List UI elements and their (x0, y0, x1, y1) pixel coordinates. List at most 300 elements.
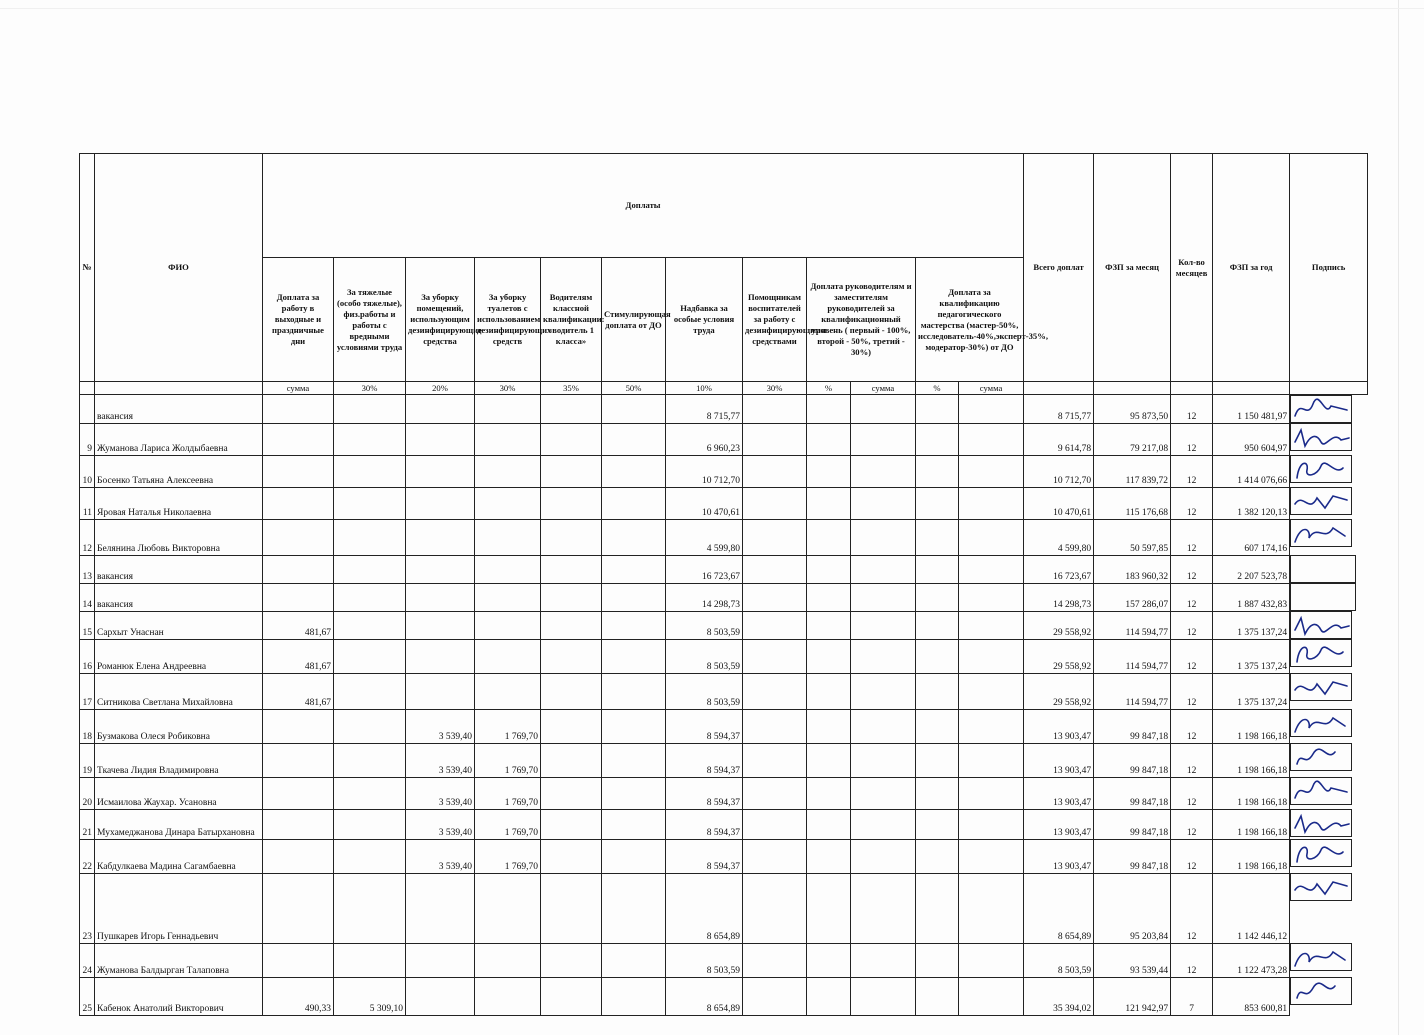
manager-sum (851, 809, 916, 839)
handwritten-signature (1291, 424, 1351, 450)
weekend-pay (263, 709, 334, 743)
toilet-cleaning-pay: 1 769,70 (475, 839, 541, 873)
table-row (80, 743, 1368, 777)
manager-percent (807, 555, 851, 583)
header-weekend: Доплата за работу в выходные и праздничные дни (263, 258, 334, 382)
qualification-percent (916, 977, 959, 1015)
heavy-work-pay (334, 839, 406, 873)
stimulus-pay (602, 977, 666, 1015)
months-count: 12 (1171, 519, 1213, 555)
stimulus-pay (602, 611, 666, 639)
manager-sum (851, 455, 916, 487)
qualification-sum (959, 555, 1024, 583)
total-pay: 13 903,47 (1024, 777, 1094, 809)
driver-pay (541, 839, 602, 873)
heavy-work-pay (334, 395, 406, 424)
handwritten-signature (1291, 612, 1351, 638)
manager-sum (851, 423, 916, 455)
total-pay: 4 599,80 (1024, 519, 1094, 555)
unit-label: 10% (666, 382, 743, 395)
table-row (80, 777, 1368, 809)
row-number: 25 (80, 977, 95, 1015)
manager-sum (851, 519, 916, 555)
driver-pay (541, 873, 602, 943)
heavy-work-pay (334, 583, 406, 611)
header-signature: Подпись (1290, 154, 1368, 382)
signature-cell (1290, 743, 1352, 771)
manager-sum (851, 487, 916, 519)
driver-pay (541, 555, 602, 583)
total-pay: 9 614,78 (1024, 423, 1094, 455)
fzp-month: 117 839,72 (1094, 455, 1171, 487)
cleaning-pay (406, 395, 475, 424)
signature-cell (1290, 709, 1352, 737)
cleaning-pay (406, 583, 475, 611)
qualification-sum (959, 777, 1024, 809)
heavy-work-pay: 5 309,10 (334, 977, 406, 1015)
signature-cell (1290, 555, 1356, 583)
toilet-cleaning-pay (475, 487, 541, 519)
manager-percent (807, 395, 851, 424)
table-row (80, 611, 1368, 639)
qualification-sum (959, 743, 1024, 777)
qualification-percent (916, 839, 959, 873)
manager-percent (807, 809, 851, 839)
employee-name: Бузмакова Олеся Робиковна (95, 709, 263, 743)
qualification-percent (916, 519, 959, 555)
heavy-work-pay (334, 611, 406, 639)
cleaning-pay: 3 539,40 (406, 743, 475, 777)
handwritten-signature (1291, 810, 1351, 836)
weekend-pay (263, 583, 334, 611)
handwritten-signature (1291, 710, 1351, 736)
table-row (80, 487, 1368, 519)
cleaning-pay (406, 487, 475, 519)
fzp-year: 1 198 166,18 (1213, 809, 1290, 839)
fzp-month: 157 286,07 (1094, 583, 1171, 611)
unit-label: 35% (541, 382, 602, 395)
manager-sum (851, 743, 916, 777)
assistant-pay (743, 519, 807, 555)
months-count: 7 (1171, 977, 1213, 1015)
toilet-cleaning-pay (475, 673, 541, 709)
signature-cell (1290, 487, 1352, 515)
weekend-pay (263, 943, 334, 977)
cleaning-pay (406, 455, 475, 487)
fzp-year: 2 207 523,78 (1213, 555, 1290, 583)
weekend-pay (263, 873, 334, 943)
header-cleaning: За уборку помещений, использующим дезинфицирующие средства (406, 258, 475, 382)
qualification-sum (959, 583, 1024, 611)
handwritten-signature (1291, 840, 1351, 866)
row-number: 22 (80, 839, 95, 873)
header-fio: ФИО (95, 154, 263, 382)
assistant-pay (743, 777, 807, 809)
qualification-sum (959, 639, 1024, 673)
unit-blank (1094, 382, 1171, 395)
fzp-month: 99 847,18 (1094, 809, 1171, 839)
toilet-cleaning-pay (475, 639, 541, 673)
signature-cell (1290, 943, 1352, 971)
stimulus-pay (602, 809, 666, 839)
total-pay: 29 558,92 (1024, 639, 1094, 673)
unit-blank (1213, 382, 1290, 395)
qualification-percent (916, 395, 959, 424)
fzp-year: 1 150 481,97 (1213, 395, 1290, 424)
cleaning-pay (406, 519, 475, 555)
handwritten-signature (1291, 488, 1351, 514)
months-count: 12 (1171, 777, 1213, 809)
manager-percent (807, 709, 851, 743)
assistant-pay (743, 839, 807, 873)
manager-sum (851, 777, 916, 809)
header-doplaty: Доплаты (263, 154, 1024, 258)
paper-edge-top (0, 8, 1424, 9)
driver-pay (541, 809, 602, 839)
handwritten-signature (1291, 396, 1351, 422)
employee-name: Ткачева Лидия Владимировна (95, 743, 263, 777)
header-qualification: Доплата за квалификацию педагогического мастерства (мастер-50%, исследователь-40%,эксперт-35%, модератор-30%) от ДО (916, 258, 1024, 382)
qualification-percent (916, 743, 959, 777)
cleaning-pay (406, 673, 475, 709)
row-number: 13 (80, 555, 95, 583)
cleaning-pay (406, 977, 475, 1015)
qualification-sum (959, 977, 1024, 1015)
heavy-work-pay (334, 455, 406, 487)
unit-label: сумма (851, 382, 916, 395)
fzp-year: 1 375 137,24 (1213, 673, 1290, 709)
weekend-pay: 481,67 (263, 639, 334, 673)
weekend-pay (263, 777, 334, 809)
driver-pay (541, 455, 602, 487)
table-row (80, 709, 1368, 743)
toilet-cleaning-pay (475, 943, 541, 977)
manager-sum (851, 395, 916, 424)
total-pay: 16 723,67 (1024, 555, 1094, 583)
fzp-month: 115 176,68 (1094, 487, 1171, 519)
stimulus-pay (602, 873, 666, 943)
special-conditions-pay: 10 712,70 (666, 455, 743, 487)
stimulus-pay (602, 943, 666, 977)
fzp-month: 95 873,50 (1094, 395, 1171, 424)
fzp-year: 1 142 446,12 (1213, 873, 1290, 943)
qualification-percent (916, 943, 959, 977)
total-pay: 10 712,70 (1024, 455, 1094, 487)
assistant-pay (743, 639, 807, 673)
employee-name: Мухамеджанова Динара Батырхановна (95, 809, 263, 839)
fzp-month: 99 847,18 (1094, 709, 1171, 743)
row-number: 19 (80, 743, 95, 777)
header-fzp-month: ФЗП за месяц (1094, 154, 1171, 382)
total-pay: 13 903,47 (1024, 709, 1094, 743)
manager-percent (807, 673, 851, 709)
payroll-table (79, 153, 1368, 1016)
table-row (80, 639, 1368, 673)
employee-name: Жуманова Балдырган Талаповна (95, 943, 263, 977)
employee-name: вакансия (95, 583, 263, 611)
cleaning-pay (406, 943, 475, 977)
unit-label: 30% (334, 382, 406, 395)
qualification-percent (916, 777, 959, 809)
cleaning-pay: 3 539,40 (406, 709, 475, 743)
employee-name: Исмаилова Жаухар. Усановна (95, 777, 263, 809)
heavy-work-pay (334, 423, 406, 455)
cleaning-pay: 3 539,40 (406, 839, 475, 873)
employee-name: Пушкарев Игорь Геннадьевич (95, 873, 263, 943)
qualification-sum (959, 873, 1024, 943)
header-managers: Доплата руководителям и заместителям руководителей за квалификационный уровень ( первый - 100%, второй - 50%, третий - 30%) (807, 258, 916, 382)
header-months: Кол-во месяцев (1171, 154, 1213, 382)
qualification-sum (959, 943, 1024, 977)
signature-cell (1290, 639, 1352, 667)
row-number: 15 (80, 611, 95, 639)
qualification-percent (916, 809, 959, 839)
employee-name: Кабдулкаева Мадина Сагамбаевна (95, 839, 263, 873)
manager-sum (851, 873, 916, 943)
manager-sum (851, 639, 916, 673)
unit-blank (1171, 382, 1213, 395)
unit-blank-no (80, 382, 95, 395)
toilet-cleaning-pay (475, 583, 541, 611)
toilet-cleaning-pay: 1 769,70 (475, 709, 541, 743)
months-count: 12 (1171, 873, 1213, 943)
qualification-sum (959, 455, 1024, 487)
stimulus-pay (602, 709, 666, 743)
special-conditions-pay: 10 470,61 (666, 487, 743, 519)
header-heavy: За тяжелые (особо тяжелые), физ.работы и работы с вредными условиями труда (334, 258, 406, 382)
assistant-pay (743, 977, 807, 1015)
header-assistants: Помощникам воспитателей за работу с дезинфицирующими средствами (743, 258, 807, 382)
manager-percent (807, 777, 851, 809)
special-conditions-pay: 8 654,89 (666, 873, 743, 943)
handwritten-signature (1291, 944, 1351, 970)
months-count: 12 (1171, 555, 1213, 583)
toilet-cleaning-pay (475, 423, 541, 455)
driver-pay (541, 777, 602, 809)
header-stimul: Стимулирующая доплата от ДО (602, 258, 666, 382)
driver-pay (541, 977, 602, 1015)
fzp-year: 1 198 166,18 (1213, 839, 1290, 873)
assistant-pay (743, 487, 807, 519)
cleaning-pay: 3 539,40 (406, 777, 475, 809)
signature-cell (1290, 673, 1352, 701)
stimulus-pay (602, 555, 666, 583)
fzp-month: 99 847,18 (1094, 743, 1171, 777)
table-row (80, 423, 1368, 455)
table-row (80, 455, 1368, 487)
qualification-percent (916, 709, 959, 743)
special-conditions-pay: 8 594,37 (666, 743, 743, 777)
weekend-pay: 481,67 (263, 611, 334, 639)
assistant-pay (743, 709, 807, 743)
stimulus-pay (602, 839, 666, 873)
handwritten-signature (1291, 640, 1351, 666)
assistant-pay (743, 455, 807, 487)
row-number: 24 (80, 943, 95, 977)
driver-pay (541, 583, 602, 611)
unit-label: 50% (602, 382, 666, 395)
assistant-pay (743, 809, 807, 839)
fzp-month: 114 594,77 (1094, 673, 1171, 709)
weekend-pay (263, 519, 334, 555)
signature-cell (1290, 583, 1356, 611)
weekend-pay (263, 423, 334, 455)
manager-sum (851, 943, 916, 977)
special-conditions-pay: 8 594,37 (666, 777, 743, 809)
signature-cell (1290, 395, 1352, 423)
stimulus-pay (602, 583, 666, 611)
heavy-work-pay (334, 639, 406, 673)
stimulus-pay (602, 395, 666, 424)
header-total: Всего доплат (1024, 154, 1094, 382)
cleaning-pay (406, 873, 475, 943)
weekend-pay (263, 455, 334, 487)
weekend-pay (263, 809, 334, 839)
manager-sum (851, 673, 916, 709)
stimulus-pay (602, 487, 666, 519)
driver-pay (541, 611, 602, 639)
employee-name: Босенко Татьяна Алексеевна (95, 455, 263, 487)
signature-cell (1290, 455, 1352, 483)
toilet-cleaning-pay: 1 769,70 (475, 777, 541, 809)
cleaning-pay (406, 423, 475, 455)
heavy-work-pay (334, 943, 406, 977)
weekend-pay: 481,67 (263, 673, 334, 709)
weekend-pay (263, 555, 334, 583)
qualification-sum (959, 673, 1024, 709)
total-pay: 29 558,92 (1024, 611, 1094, 639)
assistant-pay (743, 673, 807, 709)
assistant-pay (743, 423, 807, 455)
unit-label: 20% (406, 382, 475, 395)
employee-name: Романюк Елена Андреевна (95, 639, 263, 673)
table-row (80, 839, 1368, 873)
special-conditions-pay: 8 503,59 (666, 611, 743, 639)
weekend-pay (263, 395, 334, 424)
manager-percent (807, 839, 851, 873)
manager-percent (807, 487, 851, 519)
qualification-sum (959, 709, 1024, 743)
stimulus-pay (602, 423, 666, 455)
manager-sum (851, 977, 916, 1015)
handwritten-signature (1291, 744, 1351, 770)
months-count: 12 (1171, 639, 1213, 673)
heavy-work-pay (334, 673, 406, 709)
employee-name: Жуманова Лариса Жолдыбаевна (95, 423, 263, 455)
toilet-cleaning-pay: 1 769,70 (475, 809, 541, 839)
unit-label: 30% (743, 382, 807, 395)
row-number: 16 (80, 639, 95, 673)
fzp-month: 79 217,08 (1094, 423, 1171, 455)
months-count: 12 (1171, 583, 1213, 611)
assistant-pay (743, 555, 807, 583)
row-number (80, 395, 95, 424)
qualification-percent (916, 583, 959, 611)
toilet-cleaning-pay (475, 395, 541, 424)
qualification-percent (916, 423, 959, 455)
signature-cell (1290, 977, 1352, 1005)
qualification-percent (916, 487, 959, 519)
cleaning-pay (406, 555, 475, 583)
qualification-percent (916, 611, 959, 639)
total-pay: 10 470,61 (1024, 487, 1094, 519)
signature-cell (1290, 423, 1352, 451)
months-count: 12 (1171, 611, 1213, 639)
heavy-work-pay (334, 519, 406, 555)
heavy-work-pay (334, 777, 406, 809)
manager-percent (807, 519, 851, 555)
weekend-pay: 490,33 (263, 977, 334, 1015)
heavy-work-pay (334, 709, 406, 743)
qualification-sum (959, 519, 1024, 555)
toilet-cleaning-pay: 1 769,70 (475, 743, 541, 777)
row-number: 20 (80, 777, 95, 809)
employee-name: вакансия (95, 395, 263, 424)
toilet-cleaning-pay (475, 611, 541, 639)
total-pay: 8 715,77 (1024, 395, 1094, 424)
signature-cell (1290, 777, 1352, 805)
months-count: 12 (1171, 839, 1213, 873)
special-conditions-pay: 6 960,23 (666, 423, 743, 455)
months-count: 12 (1171, 673, 1213, 709)
employee-name: Кабенок Анатолий Викторович (95, 977, 263, 1015)
row-number: 14 (80, 583, 95, 611)
total-pay: 8 654,89 (1024, 873, 1094, 943)
manager-sum (851, 583, 916, 611)
fzp-year: 1 122 473,28 (1213, 943, 1290, 977)
months-count: 12 (1171, 395, 1213, 424)
total-pay: 13 903,47 (1024, 839, 1094, 873)
qualification-percent (916, 639, 959, 673)
row-number: 18 (80, 709, 95, 743)
months-count: 12 (1171, 743, 1213, 777)
weekend-pay (263, 487, 334, 519)
handwritten-signature (1291, 978, 1351, 1004)
fzp-month: 114 594,77 (1094, 639, 1171, 673)
heavy-work-pay (334, 809, 406, 839)
table-row (80, 583, 1368, 611)
special-conditions-pay: 8 654,89 (666, 977, 743, 1015)
manager-percent (807, 639, 851, 673)
stimulus-pay (602, 743, 666, 777)
unit-label: сумма (959, 382, 1024, 395)
fzp-month: 183 960,32 (1094, 555, 1171, 583)
manager-percent (807, 455, 851, 487)
total-pay: 8 503,59 (1024, 943, 1094, 977)
assistant-pay (743, 873, 807, 943)
qualification-sum (959, 611, 1024, 639)
fzp-year: 950 604,97 (1213, 423, 1290, 455)
heavy-work-pay (334, 743, 406, 777)
manager-percent (807, 977, 851, 1015)
table-row (80, 519, 1368, 555)
handwritten-signature (1291, 674, 1351, 700)
months-count: 12 (1171, 487, 1213, 519)
fzp-year: 1 414 076,66 (1213, 455, 1290, 487)
special-conditions-pay: 16 723,67 (666, 555, 743, 583)
special-conditions-pay: 14 298,73 (666, 583, 743, 611)
header-fzp-year: ФЗП за год (1213, 154, 1290, 382)
fzp-month: 114 594,77 (1094, 611, 1171, 639)
special-conditions-pay: 8 503,59 (666, 673, 743, 709)
manager-percent (807, 743, 851, 777)
cleaning-pay (406, 611, 475, 639)
qualification-sum (959, 809, 1024, 839)
qualification-sum (959, 487, 1024, 519)
fzp-year: 1 375 137,24 (1213, 639, 1290, 673)
driver-pay (541, 673, 602, 709)
special-conditions-pay: 8 503,59 (666, 639, 743, 673)
